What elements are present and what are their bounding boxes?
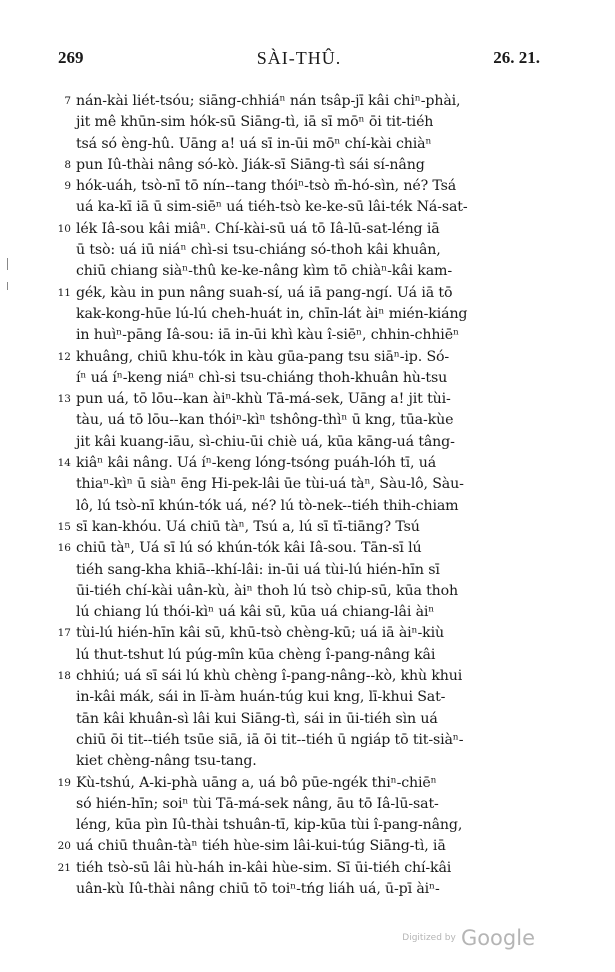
verse-number: 11 [57, 286, 71, 299]
text-line [58, 283, 544, 304]
text-line [58, 91, 544, 112]
text-line [58, 730, 544, 751]
text-line [58, 155, 544, 176]
text-line [58, 240, 544, 261]
line-text: in-kâi mák, sái in lī-àm huán-túg kui kng, lī-khui Sat- [76, 689, 446, 706]
verse-number: 8 [64, 158, 71, 171]
text-line [58, 389, 544, 410]
running-title: SÀI-THÛ. [256, 48, 342, 68]
line-text: ūi-tiéh chí-kài uân-kù, àiⁿ thoh lú tsò chip-sū, kūa thoh [76, 582, 459, 599]
text-line [58, 687, 544, 708]
line-text: pun Iû-thài nâng só-kò. Jiák-sī Siāng-tì sái sí-nâng [76, 156, 425, 173]
text-line [58, 197, 544, 218]
watermark-brand: Google [460, 926, 535, 950]
text-line [58, 219, 544, 240]
line-text: tàu, uá tō lōu--kan thóiⁿ-kìⁿ tshông-thìⁿ ū kng, tūa-kùe [76, 412, 454, 429]
line-text: kiet chèng-nâng tsu-tang. [76, 753, 257, 770]
line-text: lék Iâ-sou kâi miâⁿ. Chí-kài-sū uá tō Iâ-lū-sat-léng iā [76, 220, 440, 237]
line-text: léng, kūa pìn Iû-thài tshuân-tī, kip-kūa tùi î-pang-nâng, [76, 817, 463, 834]
verse-number: 16 [57, 542, 71, 555]
line-text: uân-kù Iû-thài nâng chiū tō toiⁿ-tńg liáh uá, ū-pī àiⁿ- [76, 880, 440, 897]
text-line [58, 453, 544, 474]
line-text: tsá só èng-hû. Uāng a! uá sī in-ūi mōⁿ chí-kài chiàⁿ [76, 135, 432, 152]
line-text: Kù-tshú, A-ki-phà uāng a, uá bô pūe-ngék thiⁿ-chiēⁿ [76, 774, 437, 791]
line-text: jit kâi kuang-iāu, sì-chiu-ūi chiè uá, kūa kāng-uá tâng- [76, 433, 455, 450]
text-line [58, 538, 544, 559]
text-line [58, 496, 544, 517]
verse-number: 10 [57, 222, 71, 235]
chapter-verse-reference: 26. 21. [493, 48, 540, 67]
text-line [58, 645, 544, 666]
text-line [58, 794, 544, 815]
verse-number: 20 [57, 840, 71, 853]
margin-mark [7, 282, 8, 290]
text-line [58, 347, 544, 368]
text-line [58, 666, 544, 687]
text-line [58, 879, 544, 900]
verse-number: 14 [57, 457, 71, 470]
line-text: chiū ōi tit--tiéh tsūe siā, iā ōi tit--tiéh ū ngiáp tō tit-siàⁿ- [76, 731, 464, 748]
text-line [58, 581, 544, 602]
verse-number: 9 [64, 180, 71, 193]
text-line [58, 304, 544, 325]
text-line [58, 432, 544, 453]
digitized-watermark [402, 926, 535, 950]
text-line [58, 751, 544, 772]
verse-number: 17 [57, 627, 71, 640]
line-text: gék, kàu in pun nâng suah-sí, uá iā pang-ngí. Uá iā tō [76, 284, 453, 301]
line-text: chiū chiang siàⁿ-thû ke-ke-nâng kìm tō chiàⁿ-kâi kam- [76, 263, 452, 280]
text-line [58, 602, 544, 623]
line-text: uá ka-kī iā ū sim-siēⁿ uá tiéh-tsò ke-ke-sū lâi-ték Ná-sat- [76, 199, 468, 216]
line-text: kak-kong-hūe lú-lú cheh-huát in, chīn-lát àiⁿ mién-kiáng [76, 305, 468, 322]
text-line [58, 836, 544, 857]
verse-number: 18 [57, 670, 71, 683]
line-text: khuâng, chiū khu-tók in kàu gūa-pang tsu siāⁿ-ip. Só- [76, 348, 450, 365]
line-text: tùi-lú hién-hīn kâi sū, khū-tsò chèng-kū; uá iā àiⁿ-kiù [76, 625, 444, 642]
text-line [58, 709, 544, 730]
verse-number: 19 [57, 776, 71, 789]
verse-number: 21 [57, 861, 71, 874]
text-line [58, 325, 544, 346]
line-text: só hién-hīn; soiⁿ tùi Tā-má-sek nâng, āu tō Iâ-lū-sat- [76, 795, 439, 812]
body-text [58, 91, 544, 900]
line-text: pun uá, tō lōu--kan àiⁿ-khù Tā-má-sek, Uāng a! jit tùi- [76, 391, 451, 408]
line-text: ū tsò: uá iū niáⁿ chì-si tsu-chiáng só-thoh kâi khuân, [76, 242, 441, 259]
page-number: 269 [58, 48, 84, 67]
line-text: nán-kài liét-tsóu; siāng-chhiáⁿ nán tsâp-jī kâi chiⁿ-phài, [76, 93, 461, 109]
text-line [58, 134, 544, 155]
line-text: lú thut-tshut lú púg-mîn kūa chèng î-pang-nâng kâi [76, 646, 436, 663]
line-text: in huìⁿ-pāng Iâ-sou: iā in-ūi khì kàu î-siēⁿ, chhin-chhiēⁿ [76, 327, 459, 344]
margin-mark [7, 258, 8, 270]
line-text: uá chiū thuân-tàⁿ tiéh hùe-sim lâi-kui-túg Siāng-tì, iā [76, 838, 446, 855]
line-text: íⁿ uá íⁿ-keng niáⁿ chì-si tsu-chiáng thoh-khuân hù-tsu [76, 369, 448, 386]
watermark-prefix: Digitized by [402, 933, 456, 943]
line-text: tān kâi khuân-sì lâi kui Siāng-tì, sái in ūi-tiéh sìn uá [76, 710, 438, 727]
text-line [58, 623, 544, 644]
line-text: tiéh sang-kha khiā--khí-lâi: in-ūi uá tùi-lú hién-hīn sī [76, 561, 440, 578]
page-header [58, 48, 540, 74]
verse-number: 15 [57, 520, 71, 533]
line-text: tiéh tsò-sū lâi hù-háh in-kâi hùe-sim. Sī ūi-tiéh chí-kâi [76, 859, 452, 876]
line-text: lô, lú tsò-nī khún-tók uá, né? lú tò-nek--tiéh thih-chiam [76, 497, 459, 514]
text-line [58, 474, 544, 495]
verse-number: 7 [64, 95, 71, 107]
verse-number: 12 [57, 350, 71, 363]
line-text: chhiú; uá sī sái lú khù chèng î-pang-nâng--kò, khù khui [76, 668, 463, 685]
line-text: kiâⁿ kâi nâng. Uá íⁿ-keng lóng-tsóng puáh-lóh tī, uá [76, 455, 437, 472]
text-line [58, 112, 544, 133]
text-line [58, 773, 544, 794]
text-line [58, 560, 544, 581]
text-line [58, 176, 544, 197]
verse-number: 13 [57, 393, 71, 406]
text-line [58, 815, 544, 836]
line-text: lú chiang lú thói-kìⁿ uá kâi sū, kūa uá chiang-lâi àiⁿ [76, 604, 435, 621]
text-line [58, 517, 544, 538]
line-text: thiaⁿ-kìⁿ ū siàⁿ ēng Hi-pek-lâi ūe tùi-uá tàⁿ, Sàu-lô, Sàu- [76, 476, 464, 493]
line-text: chiū tàⁿ, Uá sī lú só khún-tók kâi Iâ-sou. Tān-sī lú [76, 540, 422, 557]
text-line [58, 410, 544, 431]
line-text: jit mê khūn-sim hók-sū Siāng-tì, iā sī mōⁿ ōi tit-tiéh [76, 114, 434, 131]
text-line [58, 368, 544, 389]
line-text: hók-uáh, tsò-nī tō nín--tang thóiⁿ-tsò m̄-hó-sìn, né? Tsá [76, 178, 457, 195]
text-line [58, 858, 544, 879]
line-text: sī kan-khóu. Uá chiū tàⁿ, Tsú a, lú sī tī-tiāng? Tsú [76, 518, 420, 535]
text-line [58, 261, 544, 282]
